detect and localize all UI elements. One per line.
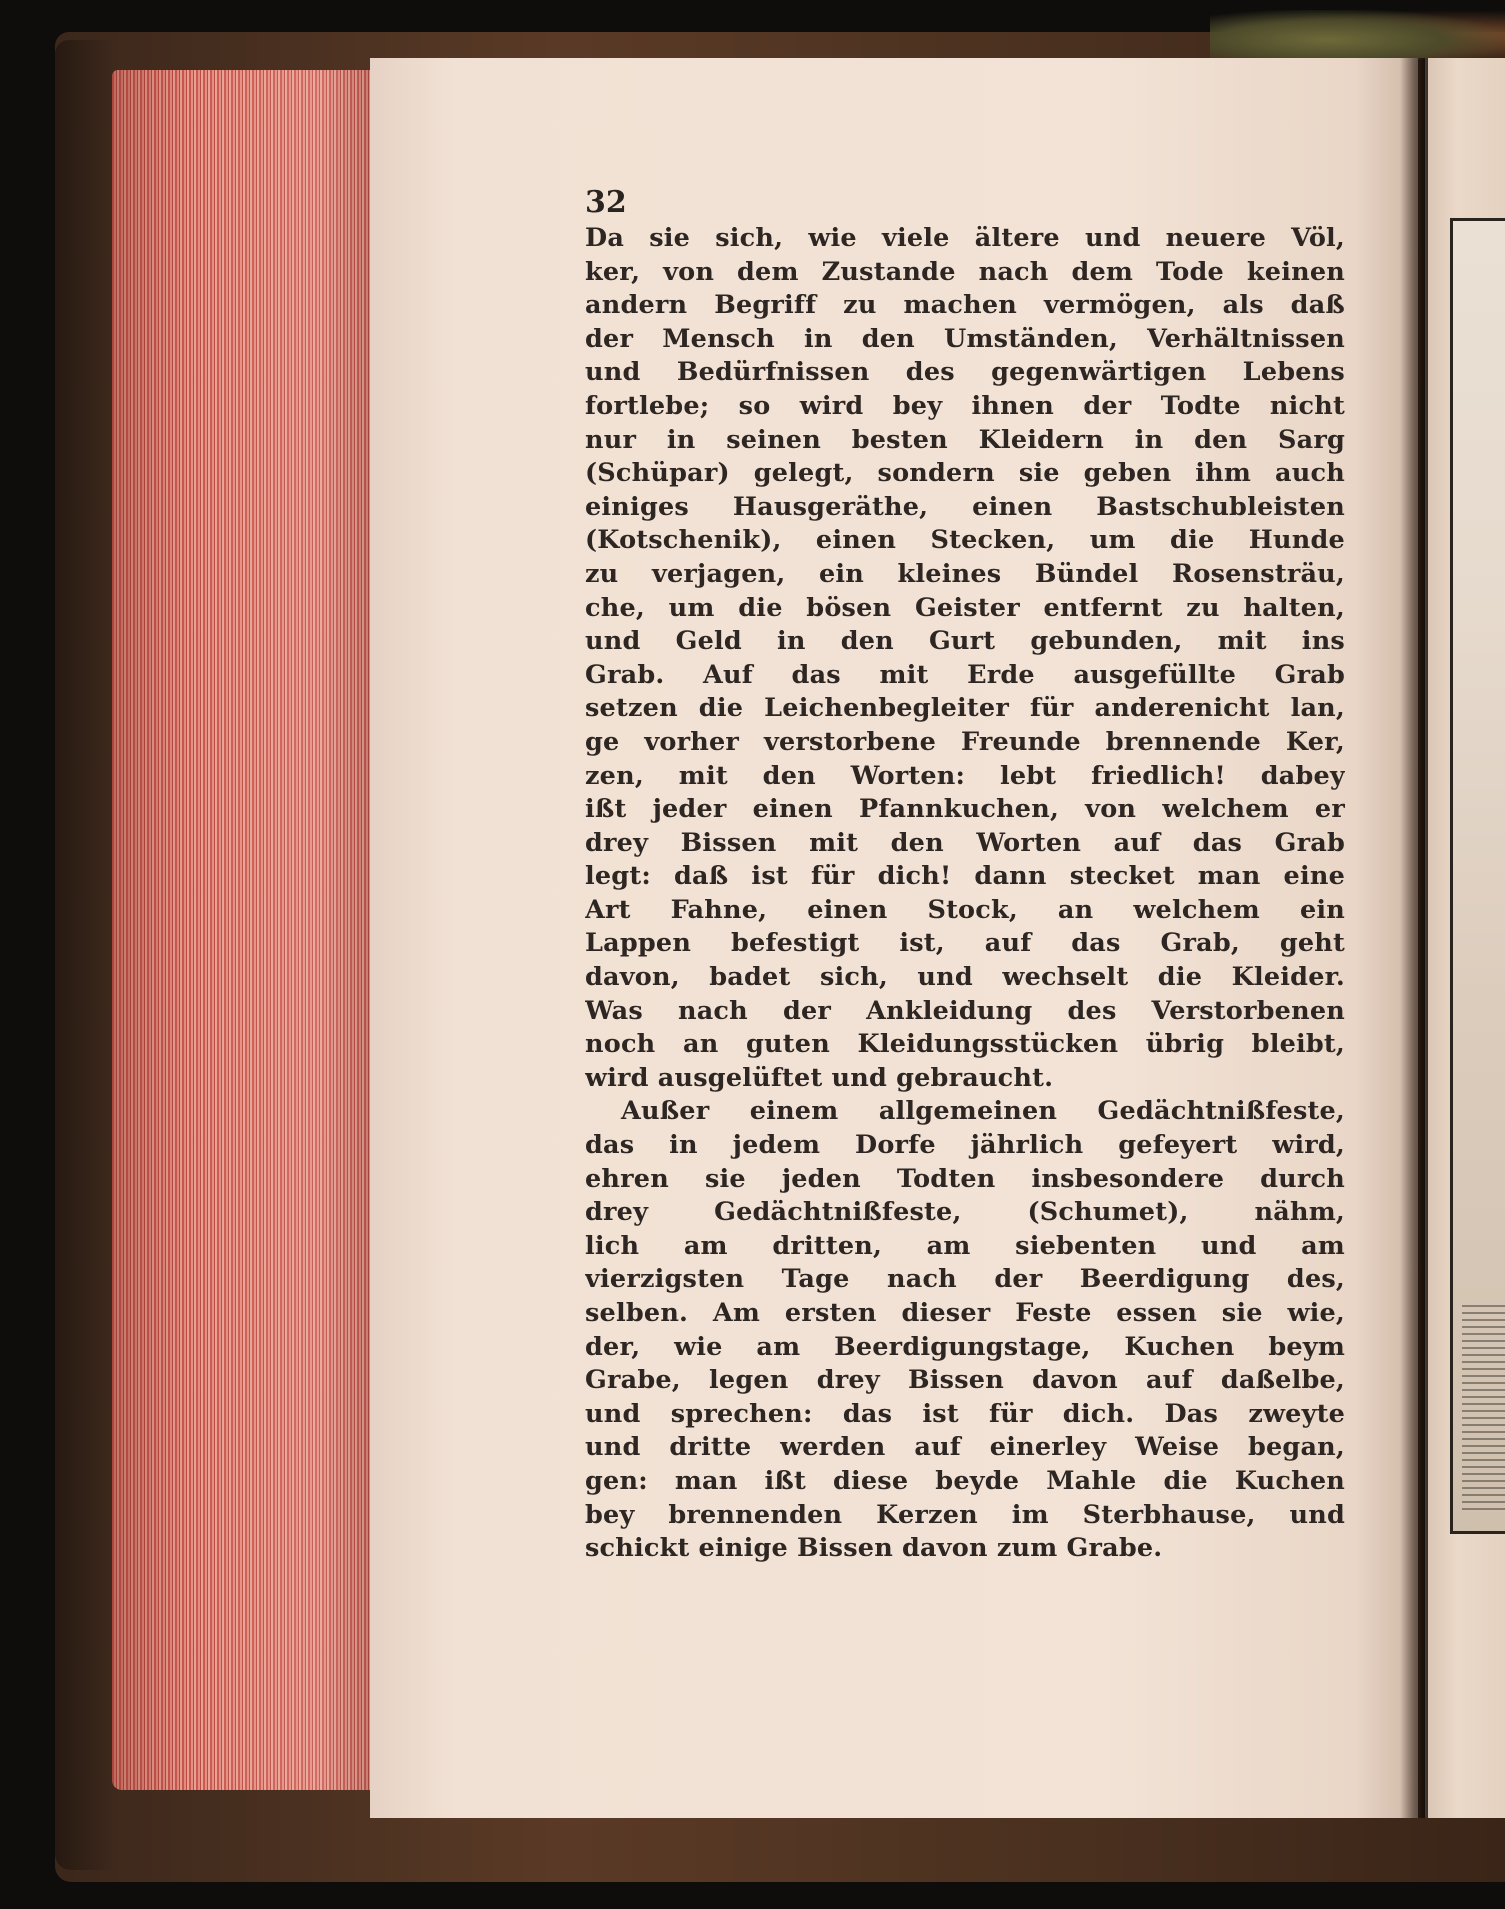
text-line: ge vorher verstorbene Freunde brennende Ker, [585, 726, 1345, 757]
text-line: noch an guten Kleidungsstücken übrig bleibt, [585, 1029, 1345, 1060]
text-line: zu verjagen, ein kleines Bündel Rosensträu, [585, 558, 1345, 589]
text-line: Grabe, legen drey Bissen davon auf daßelbe, [585, 1365, 1345, 1396]
cover-shadow [55, 40, 115, 1870]
text-line: und Geld in den Gurt gebunden, mit ins [585, 626, 1345, 657]
text-line: selben. Am ersten dieser Feste essen sie wie, [585, 1298, 1345, 1328]
text-line: zen, mit den Worten: lebt friedlich! dabey [585, 760, 1345, 791]
text-line: das in jedem Dorfe jährlich gefeyert wird, [585, 1130, 1345, 1161]
text-line: und sprechen: das ist für dich. Das zweyte [585, 1398, 1345, 1429]
text-line: davon, badet sich, und wechselt die Kleider. [585, 962, 1345, 993]
text-line: der Mensch in den Umständen, Verhältnissen [585, 323, 1345, 354]
text-line: Grab. Auf das mit Erde ausgefüllte Grab [585, 659, 1345, 690]
text-line: Lappen befestigt ist, auf das Grab, geht [585, 928, 1345, 959]
text-line: drey Gedächtnißfeste, (Schumet), nähm, [585, 1197, 1345, 1228]
body-text [585, 222, 1345, 1566]
text-line: und dritte werden auf einerley Weise began, [585, 1432, 1345, 1463]
text-line: schickt einige Bissen davon zum Grabe. [585, 1533, 1163, 1564]
text-line: ker, von dem Zustande nach dem Tode keinen [585, 256, 1345, 287]
text-line: fortlebe; so wird bey ihnen der Todte nicht [585, 390, 1345, 421]
page-edges-shade [112, 70, 372, 1790]
text-line: Was nach der Ankleidung des Verstorbenen [585, 995, 1345, 1026]
cover-wear [1210, 10, 1505, 60]
text-line: che, um die bösen Geister entfernt zu halten, [585, 592, 1345, 623]
text-line: drey Bissen mit den Worten auf das Grab [585, 827, 1345, 858]
illustration-plate-engraving [1462, 1300, 1505, 1510]
text-line: (Schüpar) gelegt, sondern sie geben ihm auch [585, 458, 1345, 489]
gutter-shadow [1400, 58, 1428, 1818]
text-line: Da sie sich, wie viele ältere und neuere Völ, [585, 223, 1345, 253]
text-line: vierzigsten Tage nach der Beerdigung des, [585, 1264, 1345, 1295]
text-line: ehren sie jeden Todten insbesondere durch [585, 1163, 1345, 1194]
text-line: bey brennenden Kerzen im Sterbhause, und [585, 1499, 1345, 1530]
text-line: Art Fahne, einen Stock, an welchem ein [585, 894, 1345, 925]
text-line: nur in seinen besten Kleidern in den Sarg [585, 424, 1345, 455]
text-line: andern Begriff zu machen vermögen, als daß [585, 290, 1345, 321]
text-line: gen: man ißt diese beyde Mahle die Kuchen [585, 1465, 1345, 1496]
text-line: der, wie am Beerdigungstage, Kuchen beym [585, 1331, 1345, 1362]
text-line: (Kotschenik), einen Stecken, um die Hunde [585, 525, 1345, 556]
page-number: 32 [585, 185, 627, 220]
text-line: setzen die Leichenbegleiter für anderenicht lan, [585, 693, 1345, 724]
text-line: legt: daß ist für dich! dann stecket man eine [585, 861, 1345, 892]
text-line: und Bedürfnissen des gegenwärtigen Lebens [585, 357, 1345, 388]
text-line: wird ausgelüftet und gebraucht. [585, 1062, 1054, 1093]
text-line: Außer einem allgemeinen Gedächtnißfeste, [621, 1096, 1345, 1127]
text-line: einiges Hausgeräthe, einen Bastschubleisten [585, 491, 1345, 522]
text-line: lich am dritten, am siebenten und am [585, 1230, 1345, 1261]
text-line: ißt jeder einen Pfannkuchen, von welchem er [585, 794, 1345, 825]
